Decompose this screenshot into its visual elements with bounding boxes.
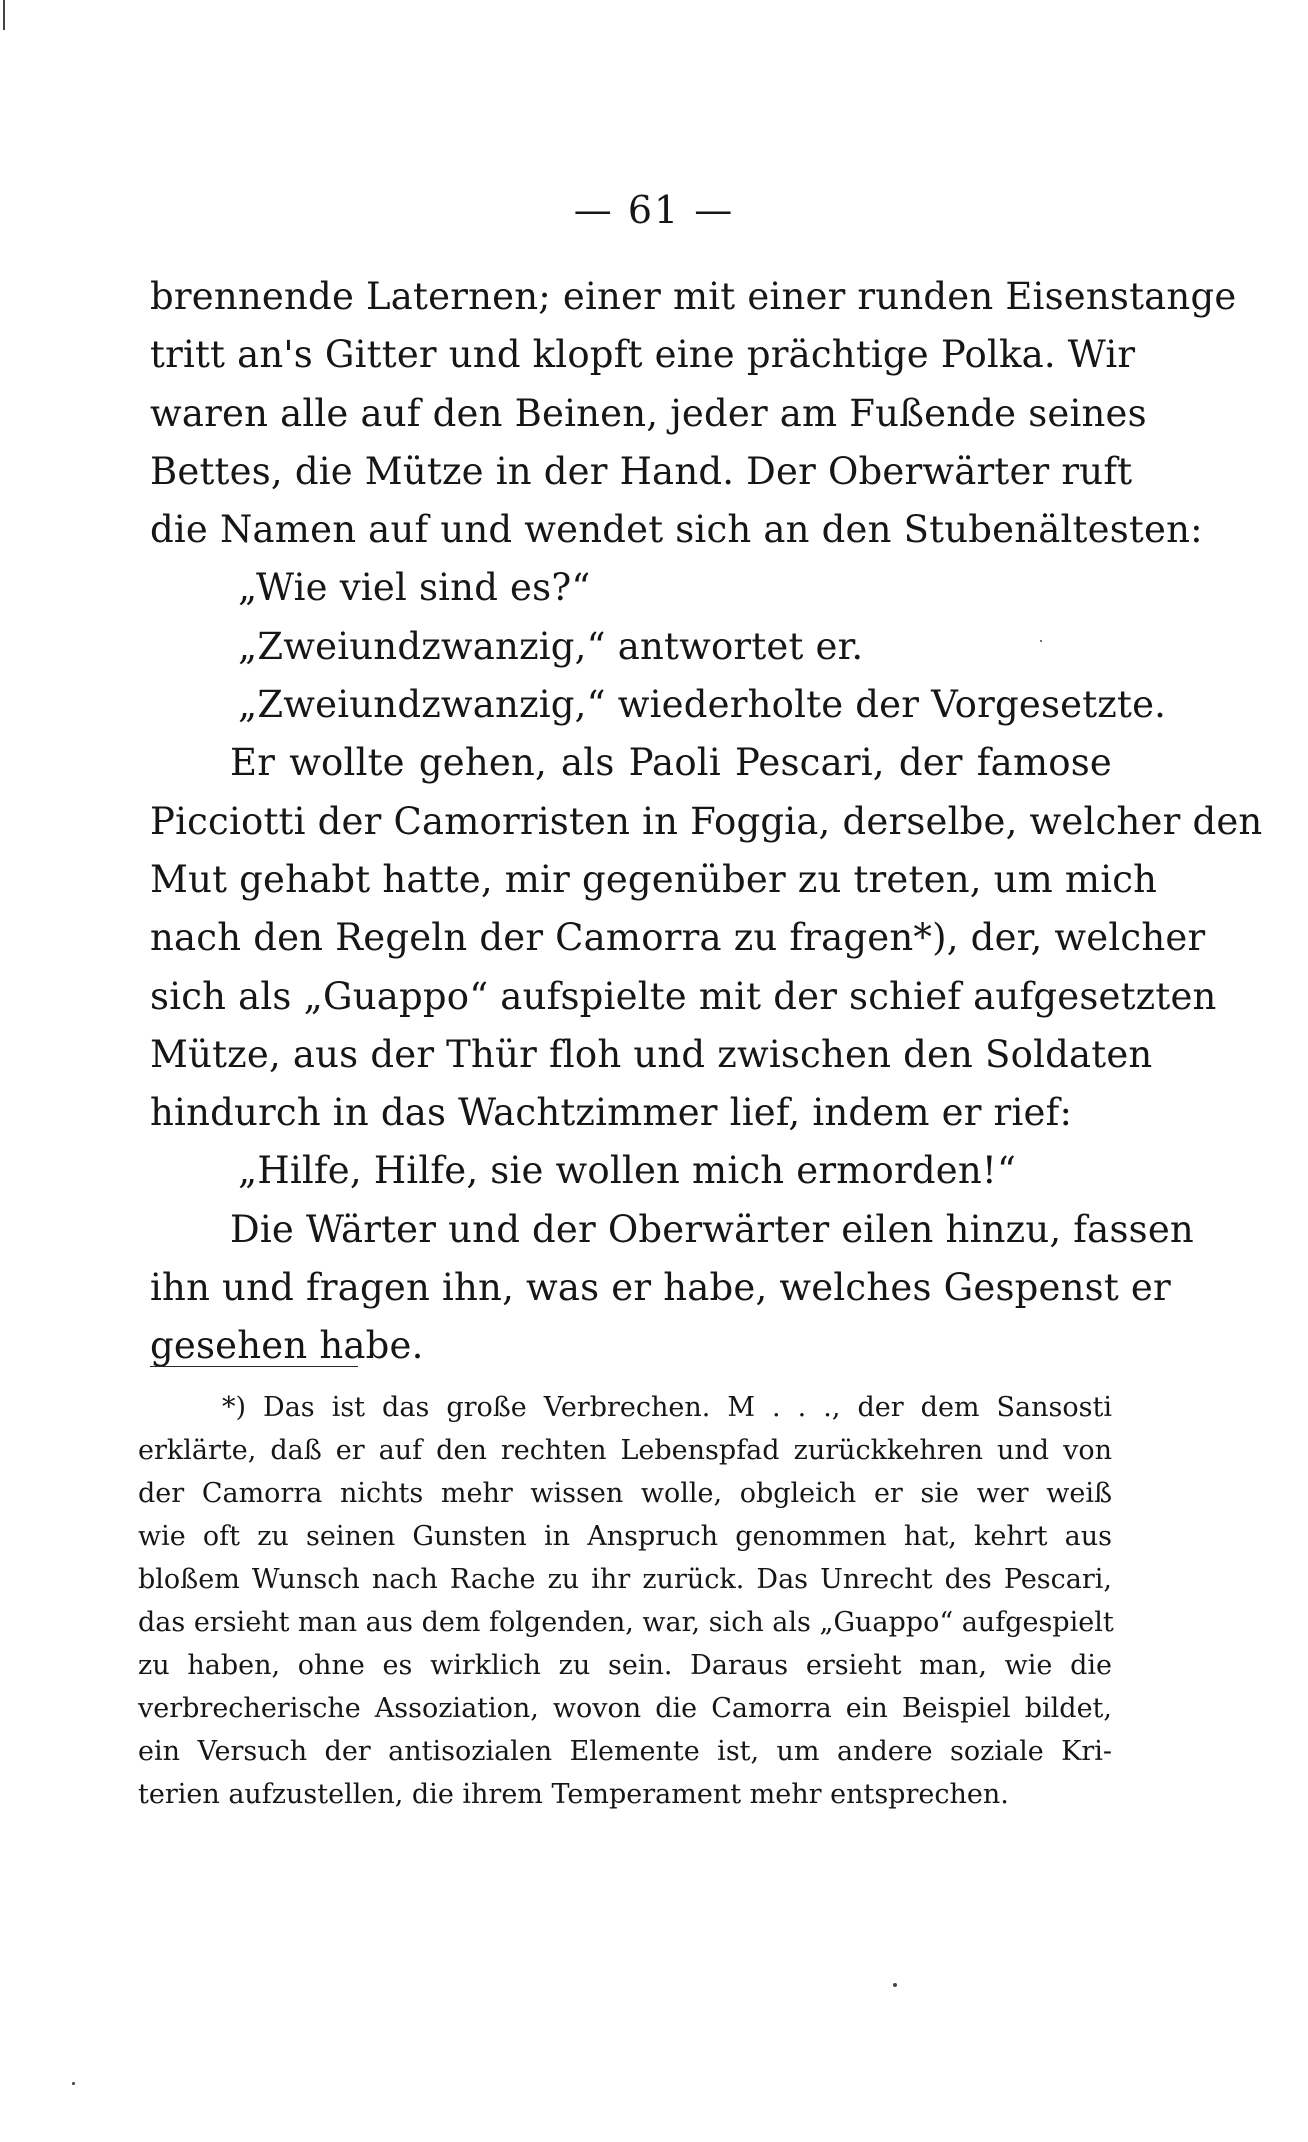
- text-line-quote: „Zweiundzwanzig,“ antwortet er.: [238, 624, 864, 668]
- text-line: tritt an's Gitter und klopft eine prächtige Polka. Wir: [150, 333, 1136, 377]
- text-line: Bettes, die Mütze in der Hand. Der Oberwärter ruft: [150, 449, 1133, 493]
- text-line: ihn und fragen ihn, was er habe, welches Gespenst er: [150, 1266, 1171, 1310]
- footnote-line: *) Das ist das große Verbrechen. M . . ., der dem Sansosti: [222, 1392, 1112, 1423]
- footnote-line: bloßem Wunsch nach Rache zu ihr zurück. Das Unrecht des Pescari,: [138, 1564, 1112, 1595]
- footnote: [138, 1386, 1112, 1816]
- text-line: die Namen auf und wendet sich an den Stubenältesten:: [150, 508, 1203, 552]
- text-line-quote: „Wie viel sind es?“: [238, 566, 591, 610]
- footnote-line: erklärte, daß er auf den rechten Lebenspfad zurückkehren und von: [138, 1435, 1112, 1466]
- text-line-paragraph-start: Er wollte gehen, als Paoli Pescari, der famose: [230, 741, 1112, 785]
- text-line-quote: „Zweiundzwanzig,“ wiederholte der Vorgesetzte.: [238, 683, 1167, 727]
- main-text: [150, 268, 1263, 1376]
- footnote-line: ein Versuch der antisozialen Elemente ist, um andere soziale Kri-: [138, 1736, 1112, 1767]
- footnote-line: zu haben, ohne es wirklich zu sein. Daraus ersieht man, wie die: [138, 1650, 1112, 1681]
- text-line-quote: „Hilfe, Hilfe, sie wollen mich ermorden!“: [238, 1149, 1017, 1193]
- footnote-line: wie oft zu seinen Gunsten in Anspruch genommen hat, kehrt aus: [138, 1521, 1112, 1552]
- paper-speck: [1040, 640, 1042, 642]
- paper-speck: [72, 2082, 75, 2085]
- text-line: sich als „Guappo“ aufspielte mit der schief aufgesetzten: [150, 974, 1217, 1018]
- footnote-line: terien aufzustellen, die ihrem Temperament mehr entsprechen.: [138, 1779, 1009, 1810]
- text-line-paragraph-start: Die Wärter und der Oberwärter eilen hinzu, fassen: [230, 1207, 1194, 1251]
- text-line: hindurch in das Wachtzimmer lief, indem er rief:: [150, 1091, 1073, 1135]
- text-line: nach den Regeln der Camorra zu fragen*), der, welcher: [150, 916, 1206, 960]
- footnote-line: verbrecherische Assoziation, wovon die Camorra ein Beispiel bildet,: [138, 1693, 1112, 1724]
- footnote-line: der Camorra nichts mehr wissen wolle, obgleich er sie wer weiß: [138, 1478, 1112, 1509]
- text-line: Mut gehabt hatte, mir gegenüber zu treten, um mich: [150, 857, 1158, 901]
- paper-speck: [3, 0, 5, 30]
- text-line: gesehen habe.: [150, 1324, 424, 1368]
- paper-speck: [893, 1983, 897, 1987]
- text-line: brennende Laternen; einer mit einer runden Eisenstange: [150, 275, 1237, 318]
- footnote-line: das ersieht man aus dem folgenden, war, sich als „Guappo“ aufgespielt: [138, 1607, 1114, 1638]
- text-line: Picciotti der Camorristen in Foggia, derselbe, welcher den: [150, 799, 1263, 843]
- text-line: waren alle auf den Beinen, jeder am Fußende seines: [150, 391, 1147, 435]
- text-line: Mütze, aus der Thür floh und zwischen den Soldaten: [150, 1032, 1153, 1076]
- page-number: — 61 —: [573, 188, 735, 232]
- footnote-divider: [150, 1366, 358, 1367]
